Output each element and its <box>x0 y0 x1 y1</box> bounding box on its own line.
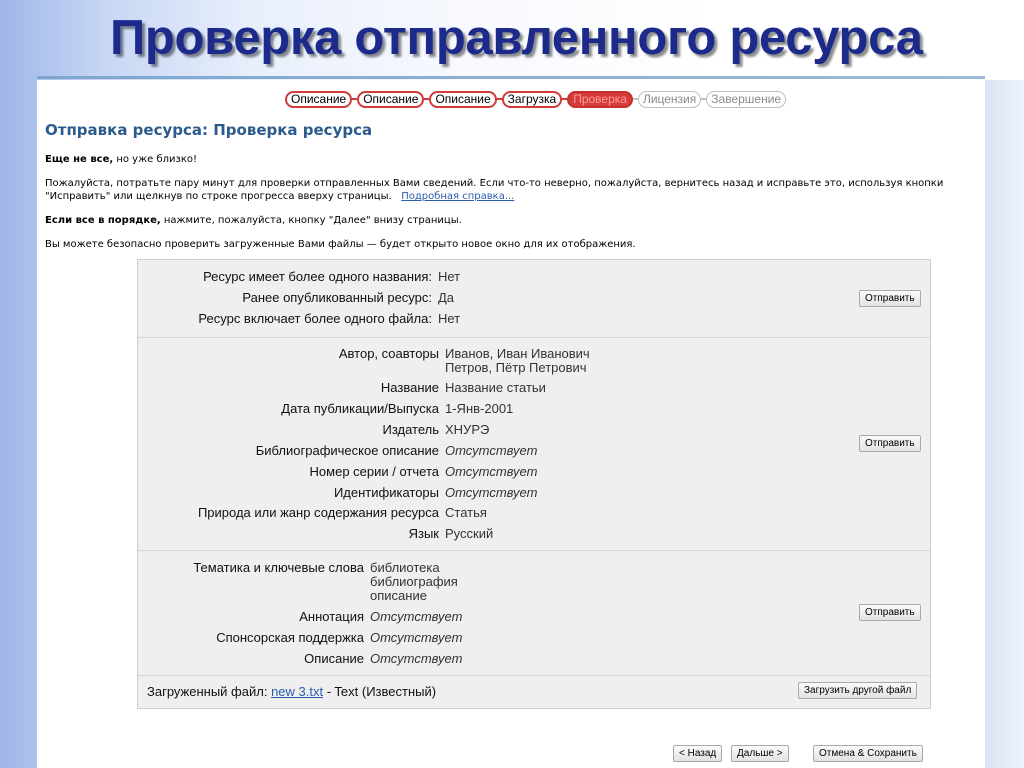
field-label: Природа или жанр содержания ресурса <box>197 505 439 520</box>
slide-title: Проверка отправленного ресурса <box>110 11 923 65</box>
almost-done-bold: Еще не все, <box>45 154 114 165</box>
uploaded-file-label: Загруженный файл: <box>147 684 268 699</box>
uploaded-file-type: - Text (Известный) <box>323 684 437 699</box>
field-value: Отсутствует <box>370 630 463 645</box>
field-label: Издатель <box>382 422 439 437</box>
progress-step-verify: Проверка <box>567 91 633 108</box>
cancel-save-button[interactable]: Отмена & Сохранить <box>813 745 923 762</box>
review-section-description <box>138 337 930 551</box>
next-button[interactable]: Дальше > <box>731 745 789 762</box>
edit-button-description[interactable]: Отправить <box>859 435 921 452</box>
field-label: Название <box>380 380 439 395</box>
review-section-file <box>138 675 930 708</box>
edit-button-subjects[interactable]: Отправить <box>859 604 921 621</box>
field-value: Отсутствует <box>445 464 538 479</box>
progress-connector <box>497 98 502 100</box>
field-value: библиотека <box>370 560 440 575</box>
field-label: Номер серии / отчета <box>309 464 439 479</box>
all-ok-text <box>45 214 980 227</box>
all-ok-rest: нажмите, пожалуйста, кнопку "Далее" внизу страницы. <box>160 215 462 226</box>
field-value: Отсутствует <box>445 485 538 500</box>
review-section-basic <box>138 260 930 338</box>
field-value: Нет <box>438 269 461 284</box>
progress-step-upload[interactable]: Загрузка <box>502 91 563 108</box>
title-divider <box>37 76 985 79</box>
field-value: Отсутствует <box>370 651 463 666</box>
field-value: библиография <box>370 574 458 589</box>
instructions: Пожалуйста, потратьте пару минут для проверки отправленных Вами сведений. Если что-то неверно, пожалуйста, вернитесь назад и исправьте это, используя кнопки "Исправить" или щелкнув по строке прогресса вверху страницы. <box>45 178 944 202</box>
almost-done-text <box>45 153 980 166</box>
field-value: Отсутствует <box>370 609 463 624</box>
field-label: Библиографическое описание <box>255 443 439 458</box>
progress-step-complete: Завершение <box>706 91 786 108</box>
almost-done-rest: но уже близко! <box>113 154 197 165</box>
field-label: Спонсорская поддержка <box>216 630 364 645</box>
progress-step-license: Лицензия <box>638 91 701 108</box>
back-button[interactable]: < Назад <box>673 745 722 762</box>
progress-step-describe-1[interactable]: Описание <box>285 91 352 108</box>
field-label: Ресурс включает более одного файла: <box>198 311 432 326</box>
field-label: Описание <box>304 651 364 666</box>
field-label: Идентификаторы <box>333 485 439 500</box>
field-value: ХНУРЭ <box>445 422 490 437</box>
field-value: описание <box>370 588 427 603</box>
field-value: Название статьи <box>445 380 546 395</box>
field-value: 1-Янв-2001 <box>445 401 514 416</box>
review-table <box>137 259 931 709</box>
field-label: Автор, соавторы <box>338 346 439 361</box>
instructions-text <box>45 177 980 203</box>
submission-page <box>37 80 985 768</box>
progress-bar <box>285 89 786 109</box>
field-value: Петров, Пётр Петрович <box>445 360 587 375</box>
uploaded-file-row <box>147 684 436 699</box>
field-value: Русский <box>445 526 494 541</box>
field-value: Отсутствует <box>445 443 538 458</box>
files-note: Вы можете безопасно проверить загруженные Вами файлы — будет открыто новое окно для их отображения. <box>45 239 636 250</box>
field-label: Язык <box>408 526 439 541</box>
field-value: Иванов, Иван Иванович <box>445 346 590 361</box>
page-heading: Отправка ресурса: Проверка ресурса <box>45 121 373 139</box>
field-label: Аннотация <box>299 609 364 624</box>
review-section-subjects <box>138 550 930 676</box>
field-label: Тематика и ключевые слова <box>193 560 364 575</box>
field-value: Нет <box>438 311 461 326</box>
progress-step-describe-3[interactable]: Описание <box>429 91 496 108</box>
field-label: Ресурс имеет более одного названия: <box>203 269 432 284</box>
field-label: Дата публикации/Выпуска <box>281 401 439 416</box>
right-margin <box>985 80 1024 768</box>
upload-another-file-button[interactable]: Загрузить другой файл <box>798 682 917 699</box>
help-link[interactable]: Подробная справка... <box>401 191 515 202</box>
all-ok-bold: Если все в порядке, <box>45 215 161 226</box>
uploaded-file-link[interactable]: new 3.txt <box>271 684 324 699</box>
field-label: Ранее опубликованный ресурс: <box>242 290 432 305</box>
progress-step-describe-2[interactable]: Описание <box>357 91 424 108</box>
edit-button-basic[interactable]: Отправить <box>859 290 921 307</box>
field-value: Да <box>438 290 455 305</box>
field-value: Статья <box>445 505 487 520</box>
